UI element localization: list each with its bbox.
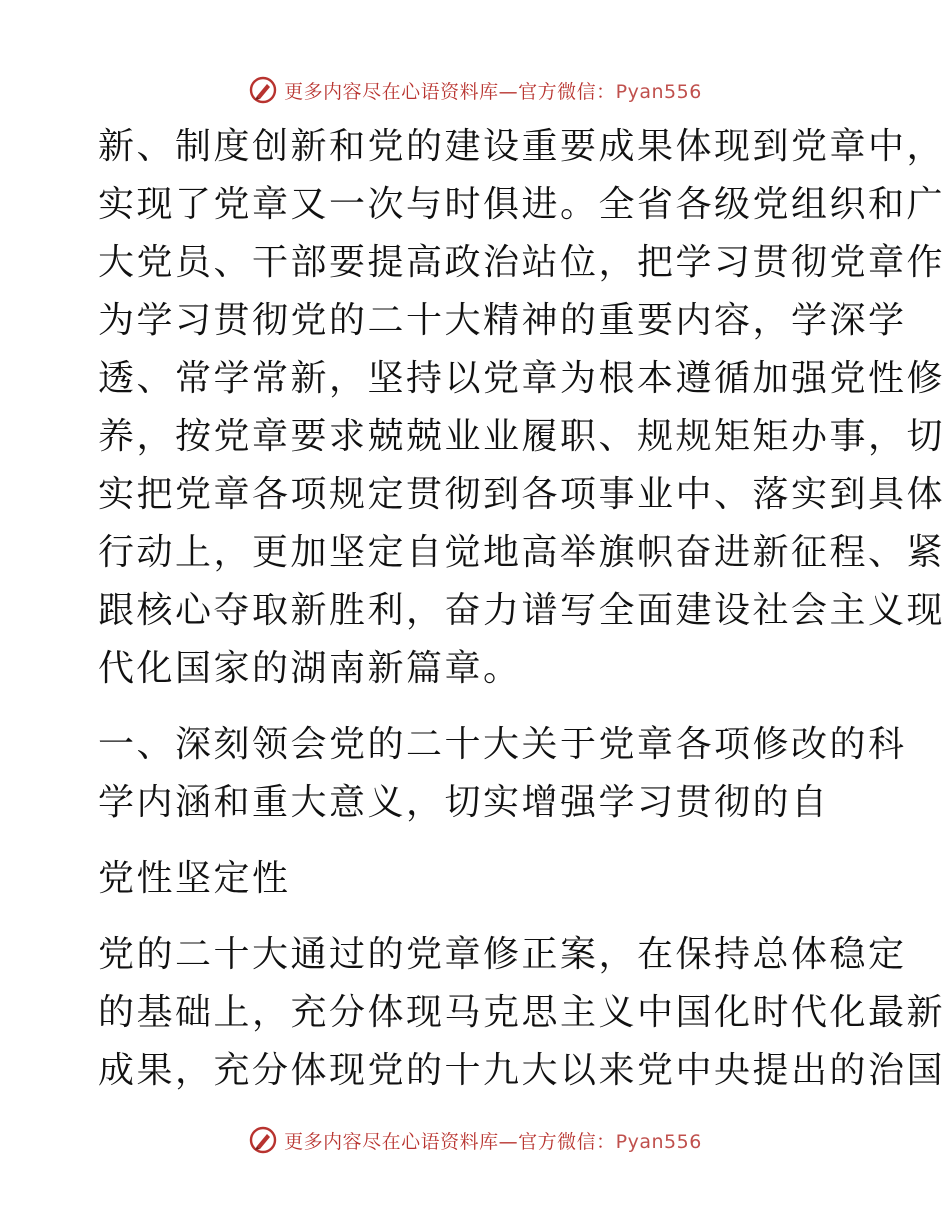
paragraph-2 (98, 926, 946, 1100)
paragraph-1 (98, 118, 946, 698)
text-line: 成果，充分体现党的十九大以来党中央提出的治国 (98, 1050, 946, 1091)
watermark-handle: Pyan556 (615, 80, 702, 103)
text-line: 实把党章各项规定贯彻到各项事业中、落实到具体 (98, 474, 946, 515)
pen-circle-logo-icon (248, 1125, 278, 1155)
watermark-text: 更多内容尽在心语资料库—官方微信：Pyan556 (284, 80, 702, 103)
section-heading (98, 716, 907, 832)
text-line: 行动上，更加坚定自觉地高举旗帜奋进新征程、紧 (98, 532, 946, 573)
heading-line: 一、深刻领会党的二十大关于党章各项修改的科 (98, 724, 907, 765)
text-line: 新、制度创新和党的建设重要成果体现到党章中， (98, 126, 946, 167)
text-line: 大党员、干部要提高政治站位，把学习贯彻党章作 (98, 242, 946, 283)
text-line: 实现了党章又一次与时俱进。全省各级党组织和广 (98, 184, 946, 225)
text-line: 透、常学常新，坚持以党章为根本遵循加强党性修 (98, 358, 946, 399)
text-line: 跟核心夺取新胜利，奋力谱写全面建设社会主义现 (98, 590, 946, 631)
footer-watermark (0, 1120, 950, 1160)
text-line: 党的二十大通过的党章修正案，在保持总体稳定 (98, 934, 907, 975)
watermark-handle: Pyan556 (615, 1130, 702, 1153)
document-body (98, 118, 946, 1100)
text-line: 为学习贯彻党的二十大精神的重要内容，学深学 (98, 300, 907, 341)
pen-circle-logo-icon (248, 75, 278, 105)
text-line: 的基础上，充分体现马克思主义中国化时代化最新 (98, 992, 946, 1033)
text-line: 养，按党章要求兢兢业业履职、规规矩矩办事，切 (98, 416, 946, 457)
text-line: 代化国家的湖南新篇章。 (98, 648, 522, 689)
header-watermark (0, 70, 950, 110)
watermark-text: 更多内容尽在心语资料库—官方微信：Pyan556 (284, 1130, 702, 1153)
section-heading-continued (98, 850, 858, 908)
heading-line: 学内涵和重大意义，切实增强学习贯彻的自 (98, 782, 830, 823)
heading-line: 党性坚定性 (98, 858, 291, 899)
